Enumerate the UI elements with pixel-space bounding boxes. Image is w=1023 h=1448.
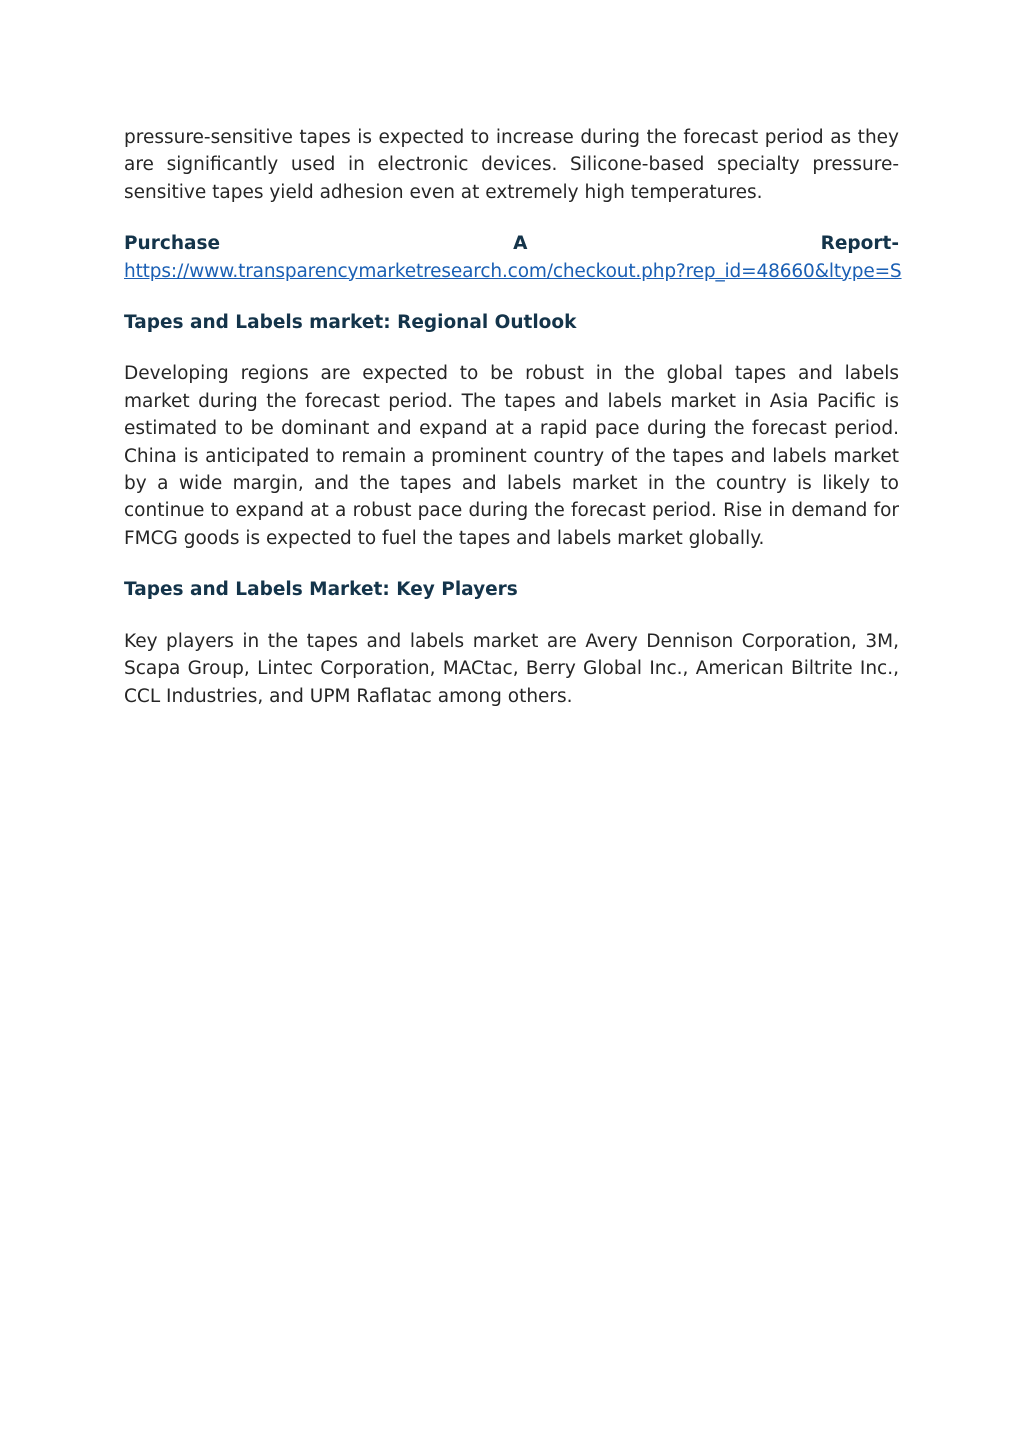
key-players-paragraph: Key players in the tapes and labels market are Avery Dennison Corporation, 3M, Scapa Group, Lintec Corporation, MACtac, Berry Global Inc., American Biltrite Inc., CCL Industries, and UPM Raflatac among others.	[124, 630, 899, 707]
regional-outlook-paragraph: Developing regions are expected to be robust in the global tapes and labels market during the forecast period. The tapes and labels market in Asia Pacific is estimated to be dominant and expand at a rapid pace during the forecast period. China is anticipated to remain a prominent country of the tapes and labels market by a wide margin, and the tapes and labels market in the country is likely to continue to expand at a robust pace during the forecast period. Rise in demand for FMCG goods is expected to fuel the tapes and labels market globally.	[124, 363, 899, 549]
intro-paragraph: pressure-sensitive tapes is expected to increase during the forecast period as they are significantly used in electronic devices. Silicone-based specialty pressure-sensitive tapes yield adhesion even at extremely high temperatures.	[124, 127, 899, 203]
purchase-report-link[interactable]: https://www.transparencymarketresearch.com/checkout.php?rep_id=48660&ltype=S	[124, 260, 902, 282]
regional-outlook-heading: Tapes and Labels market: Regional Outlook	[124, 312, 577, 334]
document-page	[124, 124, 902, 710]
purchase-report-label: Purchase A Report-	[124, 233, 899, 255]
key-players-heading: Tapes and Labels Market: Key Players	[124, 579, 518, 601]
